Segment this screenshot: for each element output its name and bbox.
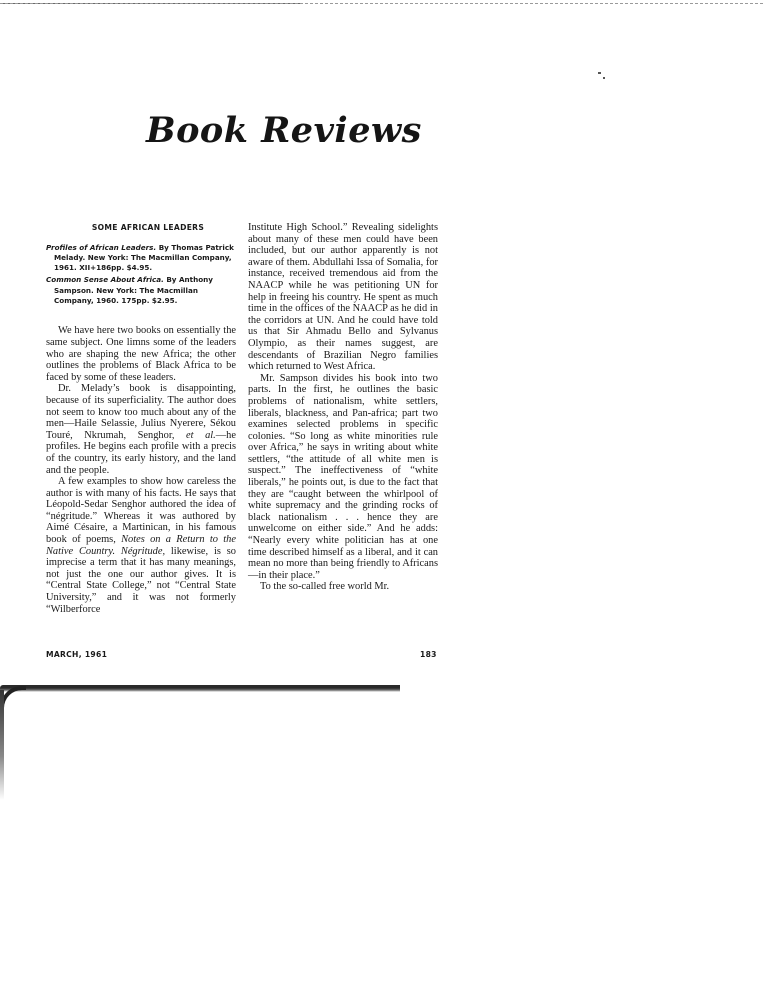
book-details: By Thomas Patrick Melady. New York: The Macmillan Company, 1961. XII+186pp. $4.95.	[54, 242, 234, 273]
paragraph: Institute High School.” Revealing sidelights about many of these men could have been included, but our author apparently is not aware of them. Abdullahi Issa of Somalia, for instance, received tremendous aid from the NAACP while he was petitioning UN for help in freeing his country. He spent as much time in the offices of the NAACP as he did in the corridors at UN. And he could have told us that Sir Ahmadu Bello and Sylvanus Olympio, as their names suggest, are descendants of Brazilian Negro families which returned to West Africa.	[248, 222, 438, 373]
page-number: 183	[420, 650, 437, 659]
book-title: Common Sense About Africa.	[46, 275, 164, 285]
column-left	[46, 222, 236, 615]
scan-speck	[603, 77, 605, 79]
scan-speck	[598, 72, 601, 74]
scan-edge-dashes	[0, 3, 763, 4]
scan-edge-left	[0, 690, 4, 800]
column-right	[248, 222, 438, 593]
paragraph: Mr. Sampson divides his book into two parts. In the first, he outlines the basic problems of nationalism, white settlers, liberals, blackness, and Pan-africa; part two examines selected problems in specific colonies. “So long as white minorities rule over Africa,” he says in writing about white settlers, “the attitude of all white men is suspect.” The ineffectiveness of “white liberals,” he points out, is due to the fact that they are “caught between the whirlpool of white supremacy and the grinding rocks of black nationalism . . . hence they are unwelcome on either side.” And he adds: “Nearly every white politician has at one time described himself as a liberal, and it can mean no more than being friendly to Africans—in their place.”	[248, 372, 438, 581]
paragraph: Dr. Melady’s book is disappointing, because of its superficiality. The author does not seem to know too much about any of the men—Haile Selassie, Julius Nyerere, Sékou Touré, Nkrumah, Senghor, et al.—he profiles. He begins each profile with a precis of the country, its early history, and the land and the people.	[46, 383, 236, 476]
scan-edge-bottom	[0, 685, 400, 692]
book-details: By Anthony Sampson. New York: The Macmillan Company, 1960. 175pp. $2.95.	[54, 275, 213, 306]
paragraph: We have here two books on essentially the same subject. One limns some of the leaders who are shaping the new Africa; the other outlines the problems of Black Africa to be faced by some of these leaders.	[46, 325, 236, 383]
review-heading: SOME AFRICAN LEADERS	[91, 223, 205, 232]
issue-date: MARCH, 1961	[46, 650, 108, 659]
paragraph: A few examples to show how careless the author is with many of his facts. He says that Léopold-Sedar Senghor authored the idea of “négritude.” Whereas it was authored by Aimé Césaire, a Martinican, in his famous book of poems, Notes on a Return to the Native Country. Négritude, likewise, is so imprecise a term that it has many meanings, not just the one our author gives. It is “Central State College,” not “Central State University,” and it was not formerly “Wilberforce	[46, 476, 237, 615]
paragraph: To the so-called free world Mr.	[260, 581, 390, 593]
book-title: Profiles of African Leaders.	[46, 242, 157, 252]
book-citation-1	[46, 243, 236, 274]
section-masthead: Book Reviews	[146, 110, 422, 151]
book-citation-2	[46, 275, 236, 306]
